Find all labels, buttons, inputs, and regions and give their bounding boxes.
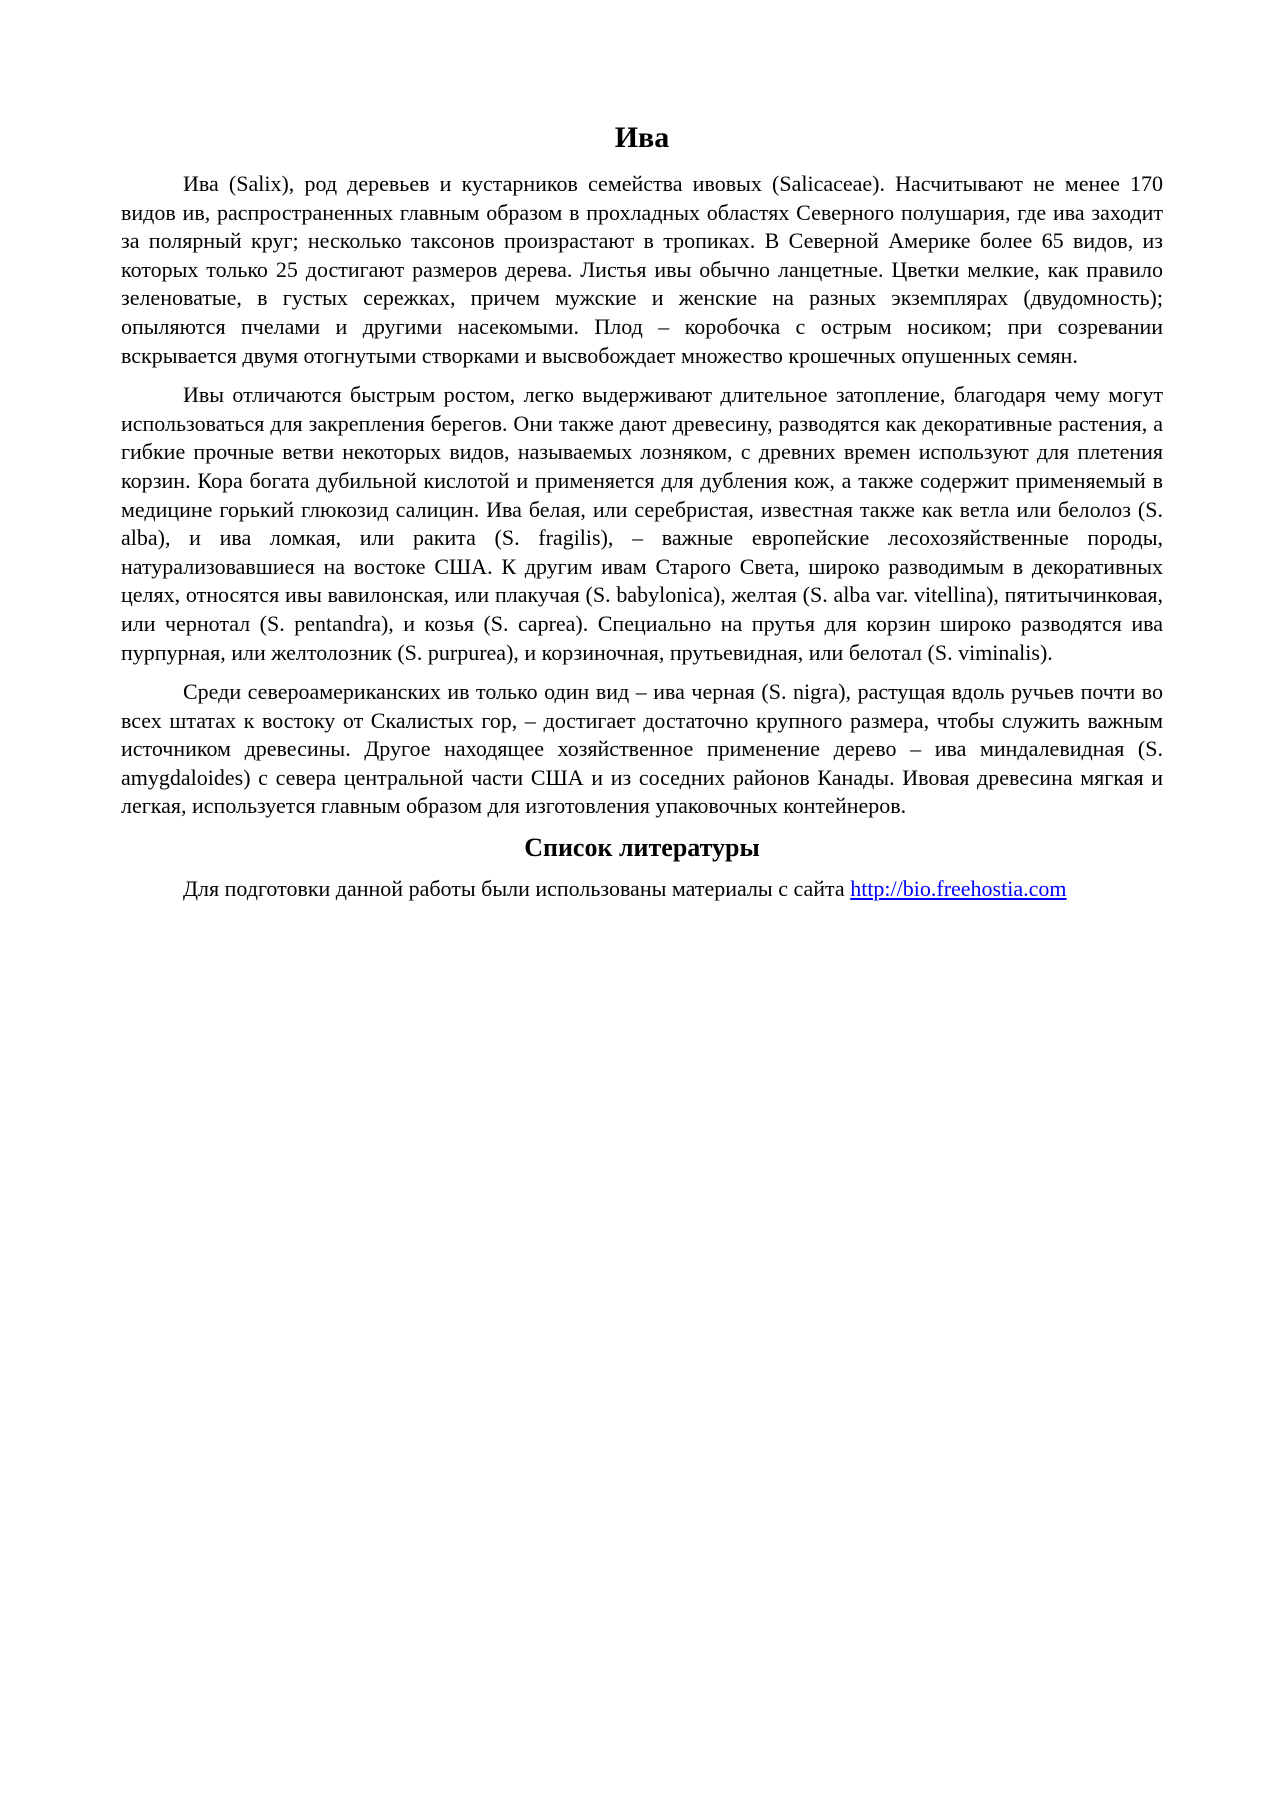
source-link[interactable]: http://bio.freehostia.com: [850, 875, 1067, 901]
document-page: [121, 120, 1163, 914]
paragraph-1: Ива (Salix), род деревьев и кустарников семейства ивовых (Salicaceae). Насчитывают не менее 170 видов ив, распространенных главным образом в прохладных областях Северного полушария, где ива заходит за полярный круг; несколько таксонов произрастают в тропиках. В Северной Америке более 65 видов, из которых только 25 достигают размеров дерева. Листья ивы обычно ланцетные. Цветки мелкие, как правило зеленоватые, в густых сережках, причем мужские и женские на разных экземплярах (двудомность); опыляются пчелами и другими насекомыми. Плод – коробочка с острым носиком; при созревании вскрывается двумя отогнутыми створками и высвобождает множество крошечных опушенных семян.: [121, 171, 1163, 368]
references-heading: Список литературы: [524, 833, 760, 863]
paragraph-3: Среди североамериканских ив только один вид – ива черная (S. nigra), растущая вдоль ручьев почти во всех штатах к востоку от Скалистых гор, – достигает достаточно крупного размера, чтобы служить важным источником древесины. Другое находящее хозяйственное применение дерево – ива миндалевидная (S. amygdaloides) с севера центральной части США и из соседних районов Канады. Ивовая древесина мягкая и легкая, используется главным образом для изготовления упаковочных контейнеров.: [121, 679, 1163, 819]
page-title: Ива: [614, 121, 670, 154]
references-text: Для подготовки данной работы были использованы материалы с сайта: [183, 875, 851, 901]
references-paragraph: [121, 875, 1163, 904]
paragraph-2: Ивы отличаются быстрым ростом, легко выдерживают длительное затопление, благодаря чему могут использоваться для закрепления берегов. Они также дают древесину, разводятся как декоративные растения, а гибкие прочные ветви некоторых видов, называемых лозняком, с древних времен используют для плетения корзин. Кора богата дубильной кислотой и применяется для дубления кож, а также содержит применяемый в медицине горький глюкозид салицин. Ива белая, или серебристая, известная также как ветла или белолоз (S. alba), и ива ломкая, или ракита (S. fragilis), – важные европейские лесохозяйственные породы, натурализовавшиеся на востоке США. К другим ивам Старого Света, широко разводимым в декоративных целях, относятся ивы вавилонская, или плакучая (S. babylonica), желтая (S. alba var. vitellina), пятитычинковая, или чернотал (S. pentandra), и козья (S. caprea). Специально на прутья для корзин широко разводятся ива пурпурная, или желтолозник (S. purpurea), и корзиночная, прутьевидная, или белотал (S. viminalis).: [121, 382, 1163, 665]
